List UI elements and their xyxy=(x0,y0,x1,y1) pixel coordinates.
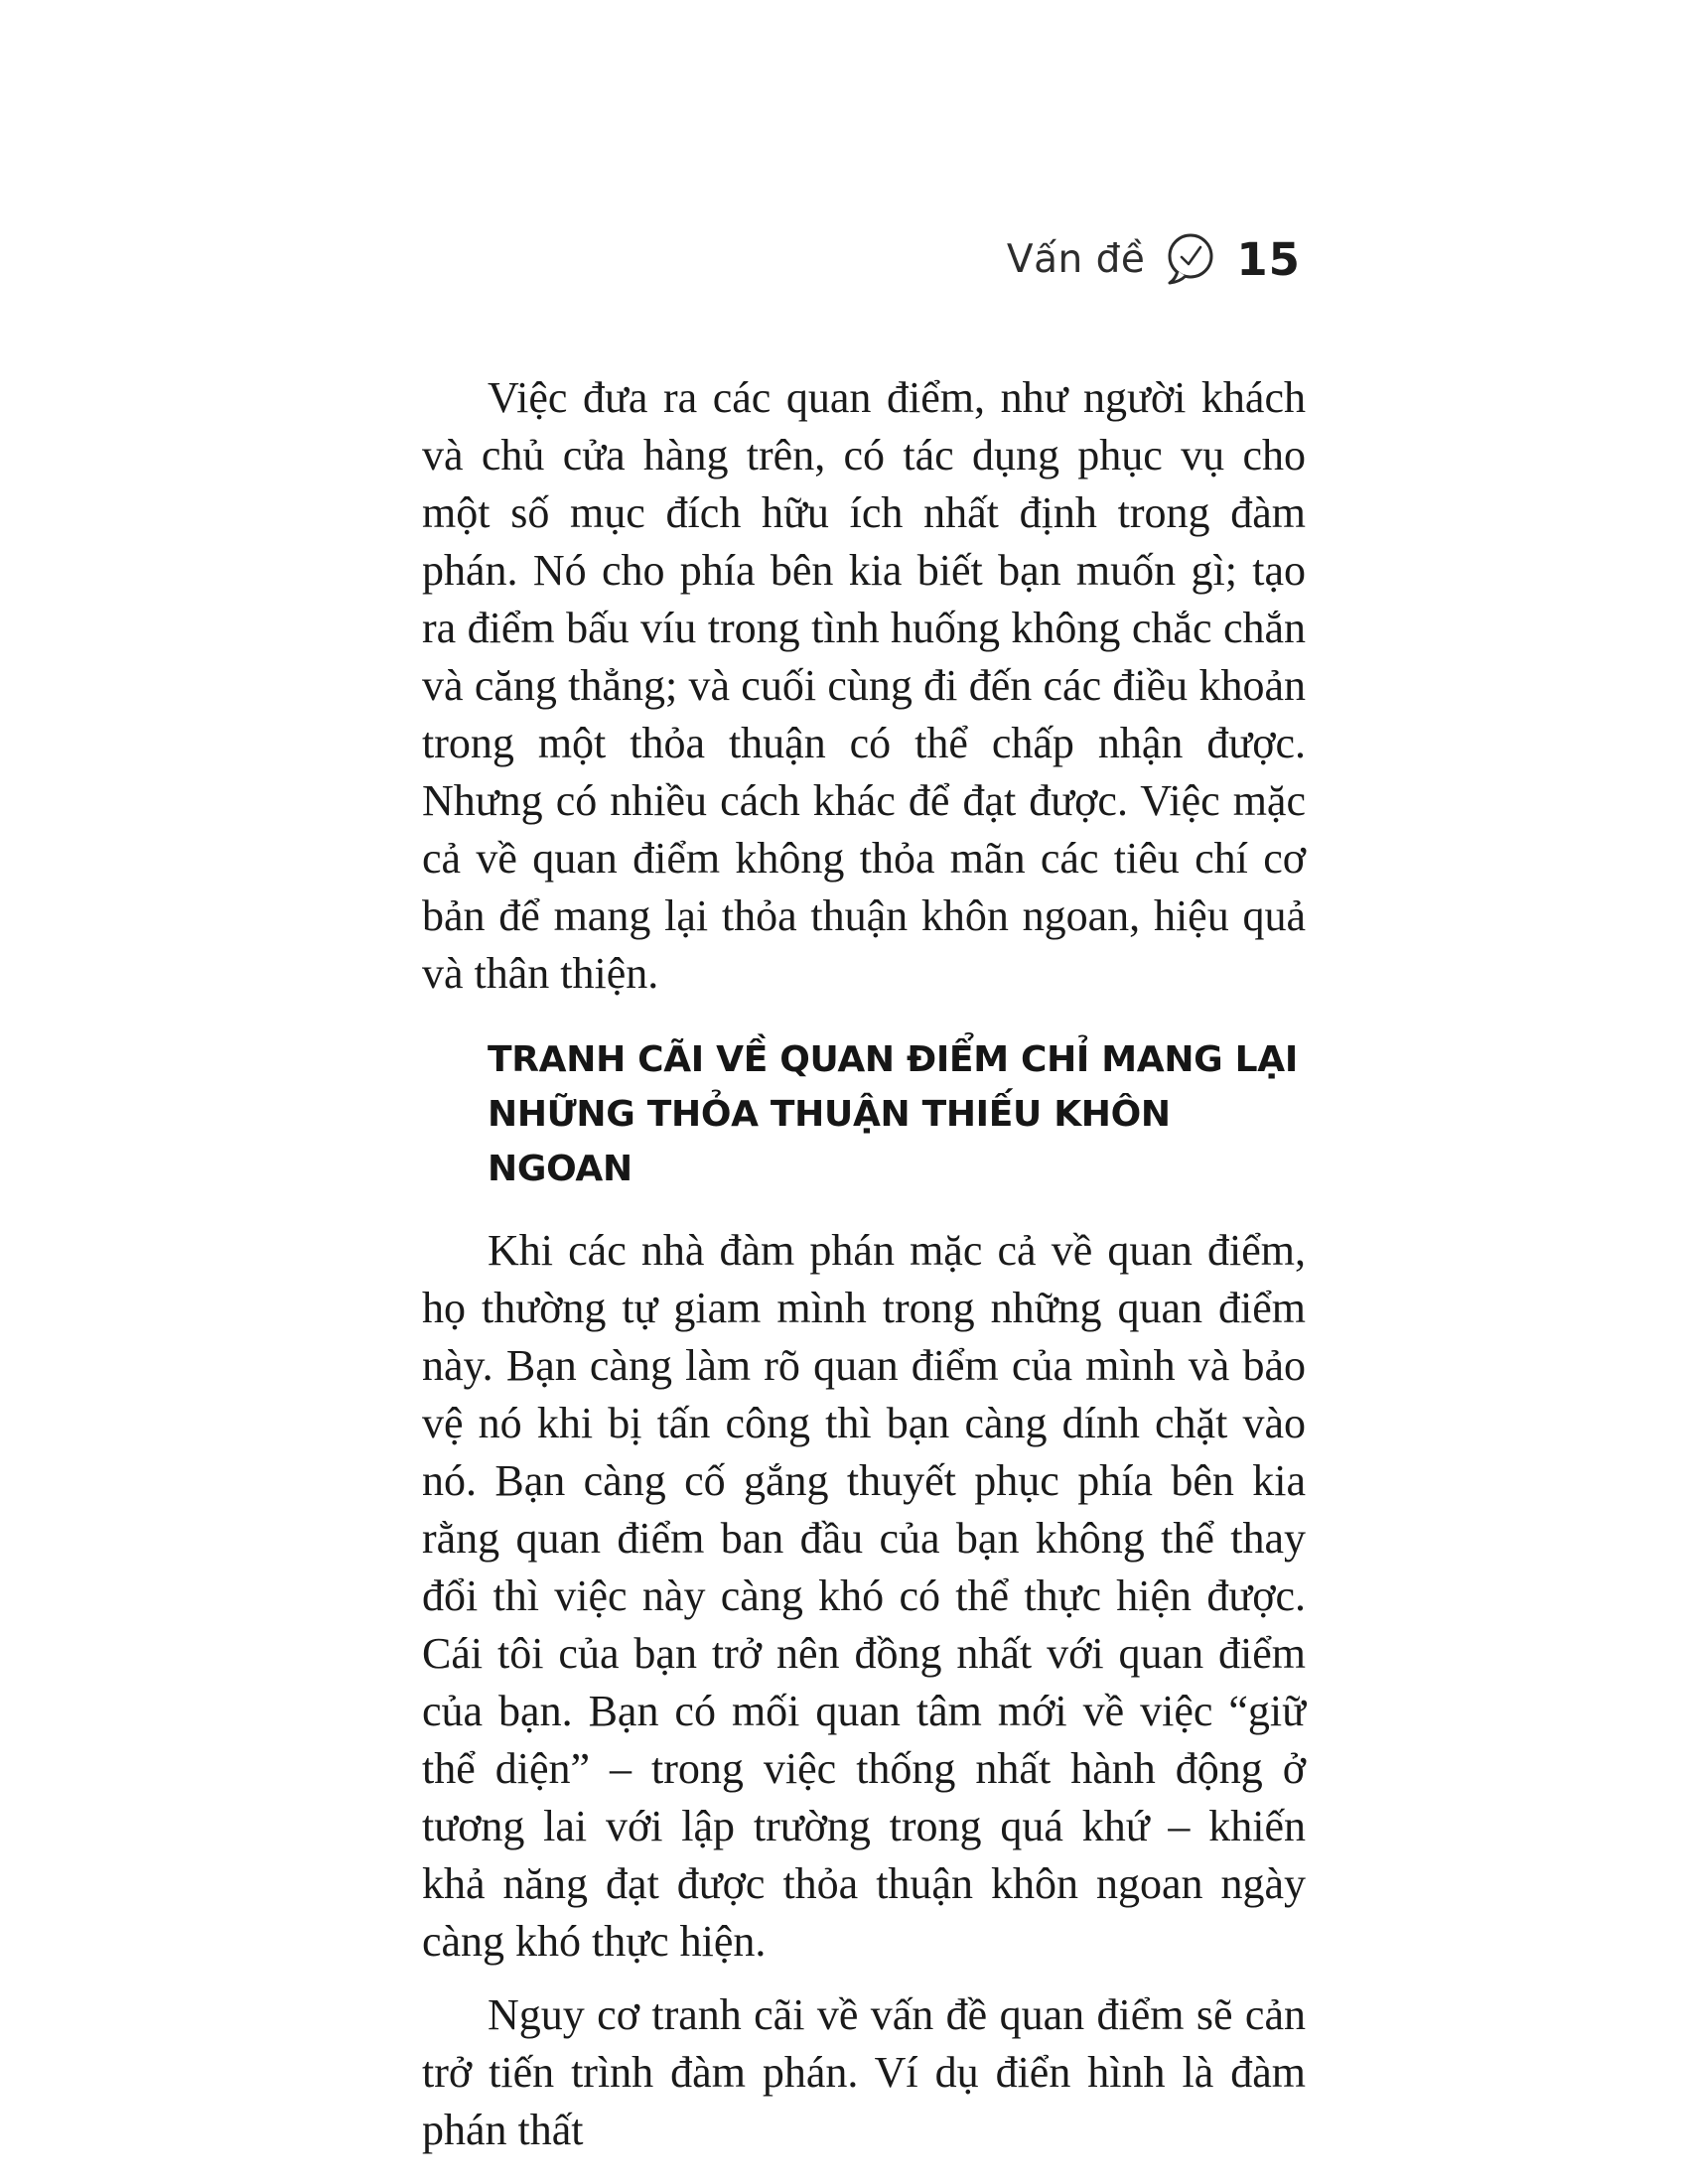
running-header xyxy=(1007,230,1301,288)
body-text-column xyxy=(422,369,1306,2159)
speech-bubble-check-icon xyxy=(1163,230,1218,288)
section-heading xyxy=(488,1032,1306,1196)
section-heading-line-1: TRANH CÃI VỀ QUAN ĐIỂM CHỈ MANG LẠI xyxy=(488,1039,1298,1080)
chapter-label: Vấn đề xyxy=(1006,236,1146,282)
paragraph: Khi các nhà đàm phán mặc cả về quan điểm, họ thường tự giam mình trong những quan điểm này. Bạn càng làm rõ quan điểm của mình và bảo vệ nó khi bị tấn công thì bạn càng dính chặt vào nó. Bạn càng cố gắng thuyết phục phía bên kia rằng quan điểm ban đầu của bạn không thể thay đổi thì việc này càng khó có thể thực hiện được. Cái tôi của bạn trở nên đồng nhất với quan điểm của bạn. Bạn có mối quan tâm mới về việc “giữ thể diện” – trong việc thống nhất hành động ở tương lai với lập trường trong quá khứ – khiến khả năng đạt được thỏa thuận khôn ngoan ngày càng khó thực hiện. xyxy=(422,1226,1306,1966)
section-heading-line-2: NHỮNG THỎA THUẬN THIẾU KHÔN NGOAN xyxy=(488,1094,1171,1189)
page-number: 15 xyxy=(1236,232,1301,286)
paragraph: Nguy cơ tranh cãi về vấn đề quan điểm sẽ cản trở tiến trình đàm phán. Ví dụ điển hình là đàm phán thất xyxy=(422,1990,1306,2154)
paragraph: Việc đưa ra các quan điểm, như người khách và chủ cửa hàng trên, có tác dụng phục vụ cho một số mục đích hữu ích nhất định trong đàm phán. Nó cho phía bên kia biết bạn muốn gì; tạo ra điểm bấu víu trong tình huống không chắc chắn và căng thẳng; và cuối cùng đi đến các điều khoản trong một thỏa thuận có thể chấp nhận được. Nhưng có nhiều cách khác để đạt được. Việc mặc cả về quan điểm không thỏa mãn các tiêu chí cơ bản để mang lại thỏa thuận khôn ngoan, hiệu quả và thân thiện. xyxy=(422,373,1306,998)
